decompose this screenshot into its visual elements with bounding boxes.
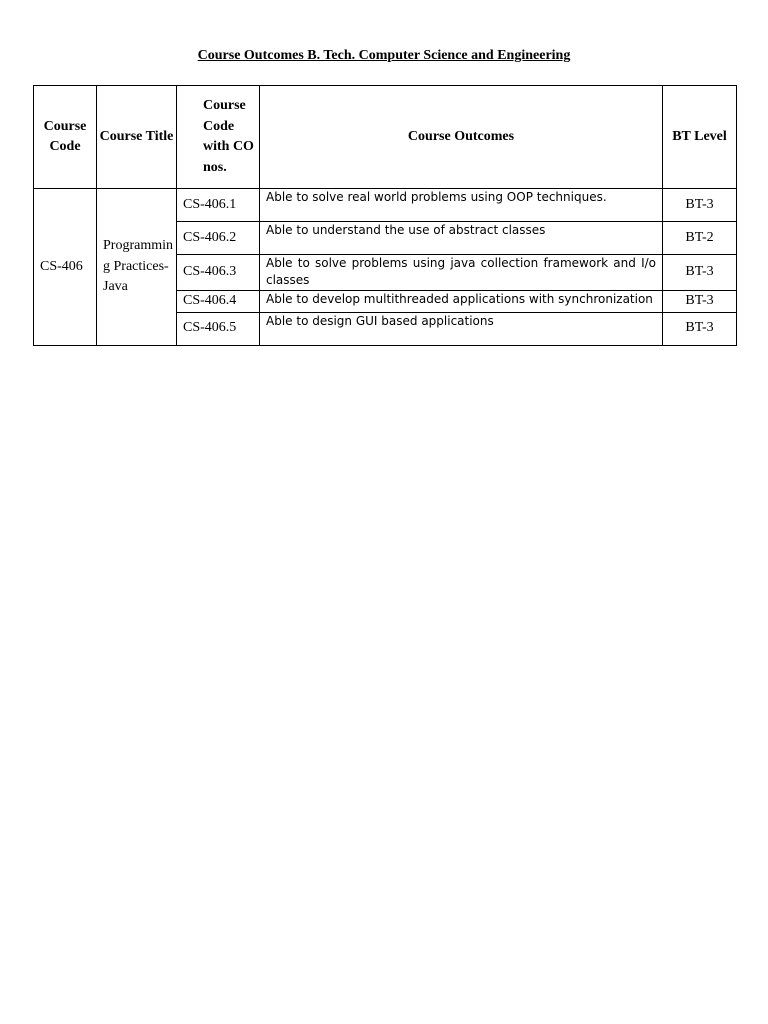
outcome-cell: Able to develop multithreaded applications with synchronization xyxy=(260,291,663,313)
bt-level-cell: BT-3 xyxy=(663,291,737,313)
outcome-cell: Able to solve real world problems using OOP techniques. xyxy=(260,189,663,222)
course-title-cell: Programming Practices-Java xyxy=(97,189,177,346)
header-co-code: Course Code with CO nos. xyxy=(177,86,260,189)
document-title: Course Outcomes B. Tech. Computer Science and Engineering xyxy=(197,48,571,63)
outcome-cell: Able to understand the use of abstract classes xyxy=(260,222,663,255)
co-number-cell: CS-406.2 xyxy=(177,222,260,255)
header-bt-level: BT Level xyxy=(663,86,737,189)
header-course-outcomes: Course Outcomes xyxy=(260,86,663,189)
co-number-cell: CS-406.5 xyxy=(177,312,260,345)
outcome-cell: Able to design GUI based applications xyxy=(260,312,663,345)
course-outcomes-table xyxy=(33,85,737,346)
header-course-title: Course Title xyxy=(97,86,177,189)
co-number-cell: CS-406.3 xyxy=(177,255,260,291)
outcome-cell: Able to solve problems using java collection framework and I/o classes xyxy=(260,255,663,291)
co-number-cell: CS-406.4 xyxy=(177,291,260,313)
bt-level-cell: BT-3 xyxy=(663,255,737,291)
bt-level-cell: BT-3 xyxy=(663,189,737,222)
table-row xyxy=(34,189,737,222)
header-course-code: Course Code xyxy=(34,86,97,189)
table-header-row xyxy=(34,86,737,189)
bt-level-cell: BT-2 xyxy=(663,222,737,255)
co-number-cell: CS-406.1 xyxy=(177,189,260,222)
course-code-cell: CS-406 xyxy=(34,189,97,346)
bt-level-cell: BT-3 xyxy=(663,312,737,345)
